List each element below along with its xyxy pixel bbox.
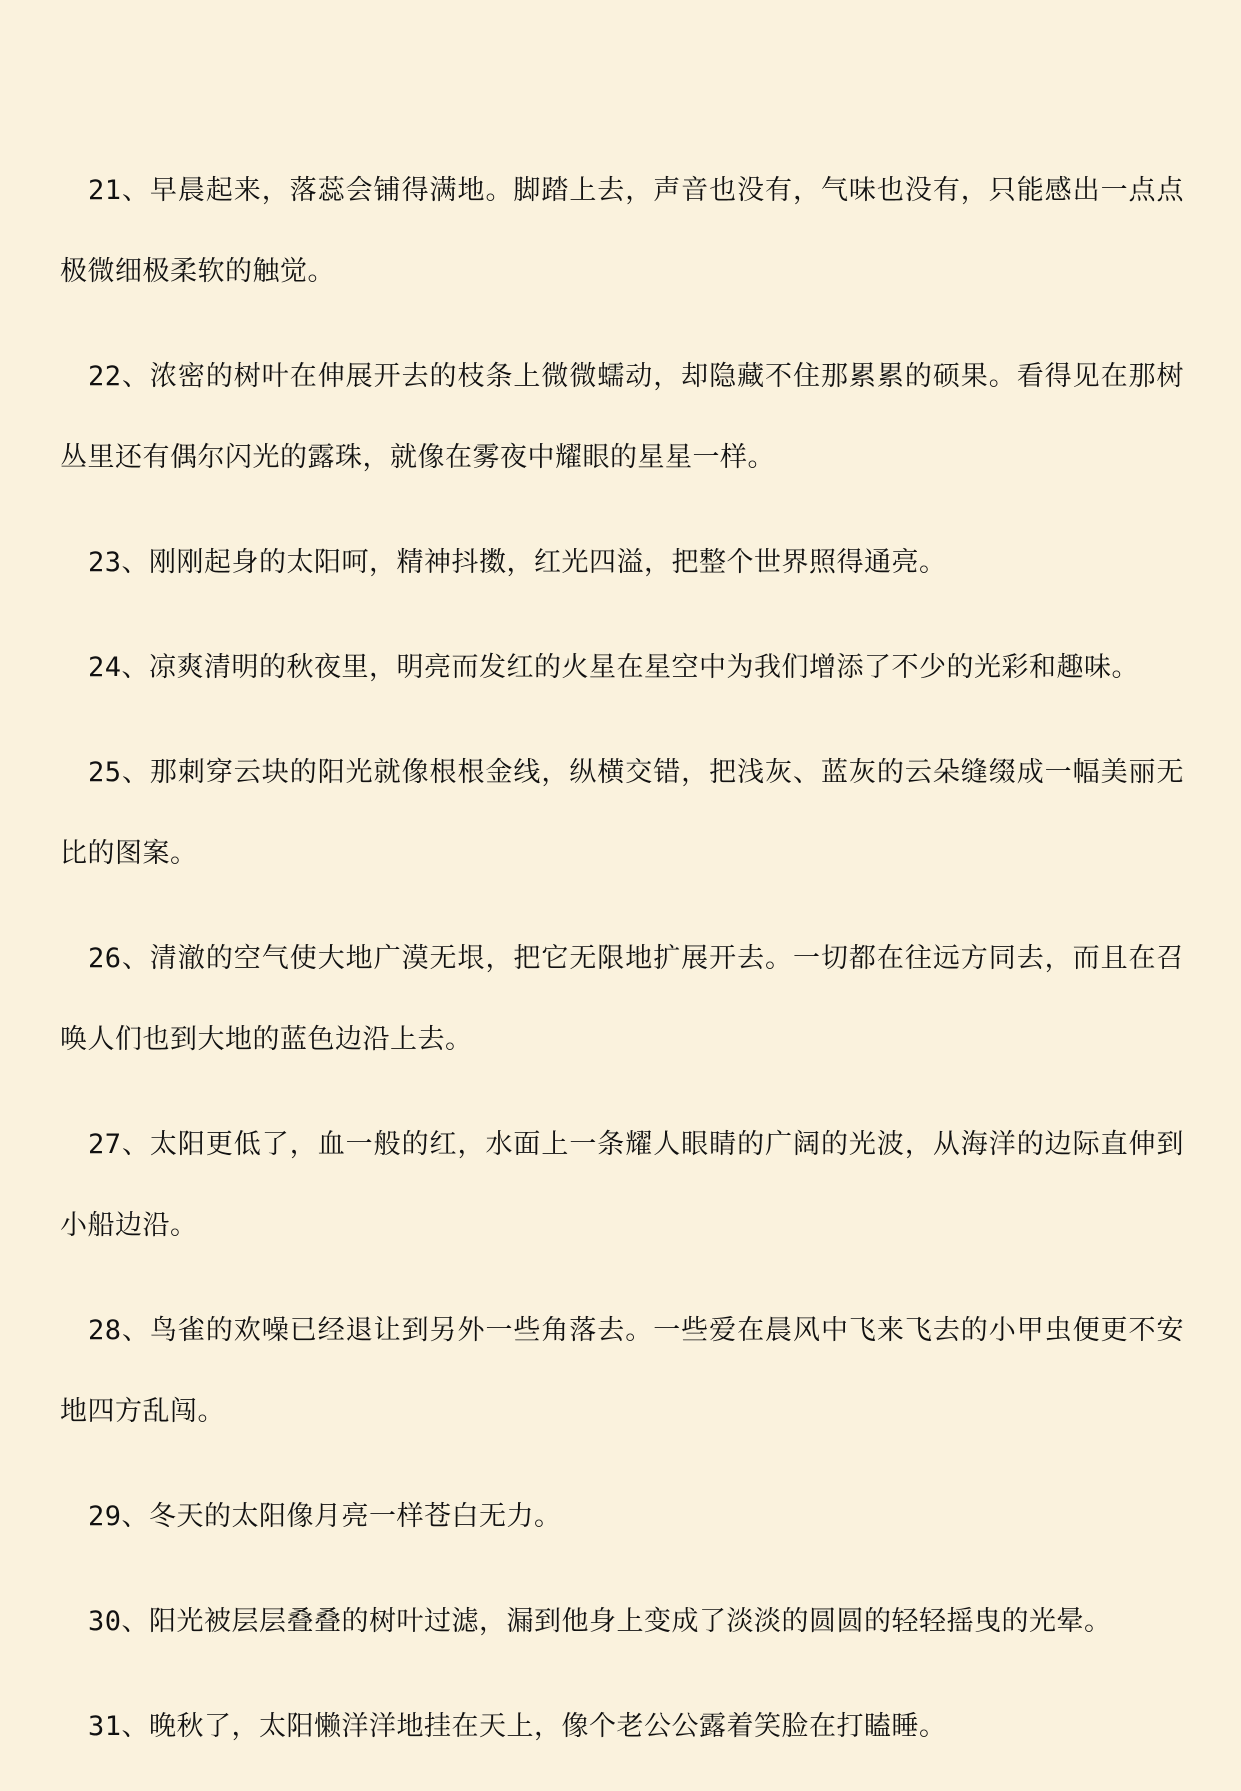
paragraph-25: 25、那刺穿云块的阳光就像根根金线，纵横交错，把浅灰、蓝灰的云朵缝缀成一幅美丽无比的图案。 <box>60 757 1184 869</box>
paragraph-23: 23、刚刚起身的太阳呵，精神抖擞，红光四溢，把整个世界照得通亮。 <box>88 547 947 578</box>
paragraph-29: 29、冬天的太阳像月亮一样苍白无力。 <box>88 1501 562 1532</box>
paragraph-31: 31、晚秋了，太阳懒洋洋地挂在天上，像个老公公露着笑脸在打瞌睡。 <box>88 1711 947 1742</box>
document-page <box>60 150 1184 1791</box>
paragraph-21: 21、早晨起来，落蕊会铺得满地。脚踏上去，声音也没有，气味也没有，只能感出一点点极微细极柔软的触觉。 <box>60 175 1184 287</box>
paragraph-30: 30、阳光被层层叠叠的树叶过滤，漏到他身上变成了淡淡的圆圆的轻轻摇曳的光晕。 <box>88 1606 1112 1637</box>
paragraph-24: 24、凉爽清明的秋夜里，明亮而发红的火星在星空中为我们增添了不少的光彩和趣味。 <box>88 652 1140 683</box>
paragraph-27: 27、太阳更低了，血一般的红，水面上一条耀人眼睛的广阔的光波，从海洋的边际直伸到小船边沿。 <box>60 1129 1184 1241</box>
paragraph-26: 26、清澈的空气使大地广漠无垠，把它无限地扩展开去。一切都在往远方同去，而且在召唤人们也到大地的蓝色边沿上去。 <box>60 943 1184 1055</box>
paragraph-22: 22、浓密的树叶在伸展开去的枝条上微微蠕动，却隐藏不住那累累的硕果。看得见在那树丛里还有偶尔闪光的露珠，就像在雾夜中耀眼的星星一样。 <box>60 361 1184 473</box>
paragraph-28: 28、鸟雀的欢噪已经退让到另外一些角落去。一些爱在晨风中飞来飞去的小甲虫便更不安地四方乱闯。 <box>60 1315 1184 1427</box>
